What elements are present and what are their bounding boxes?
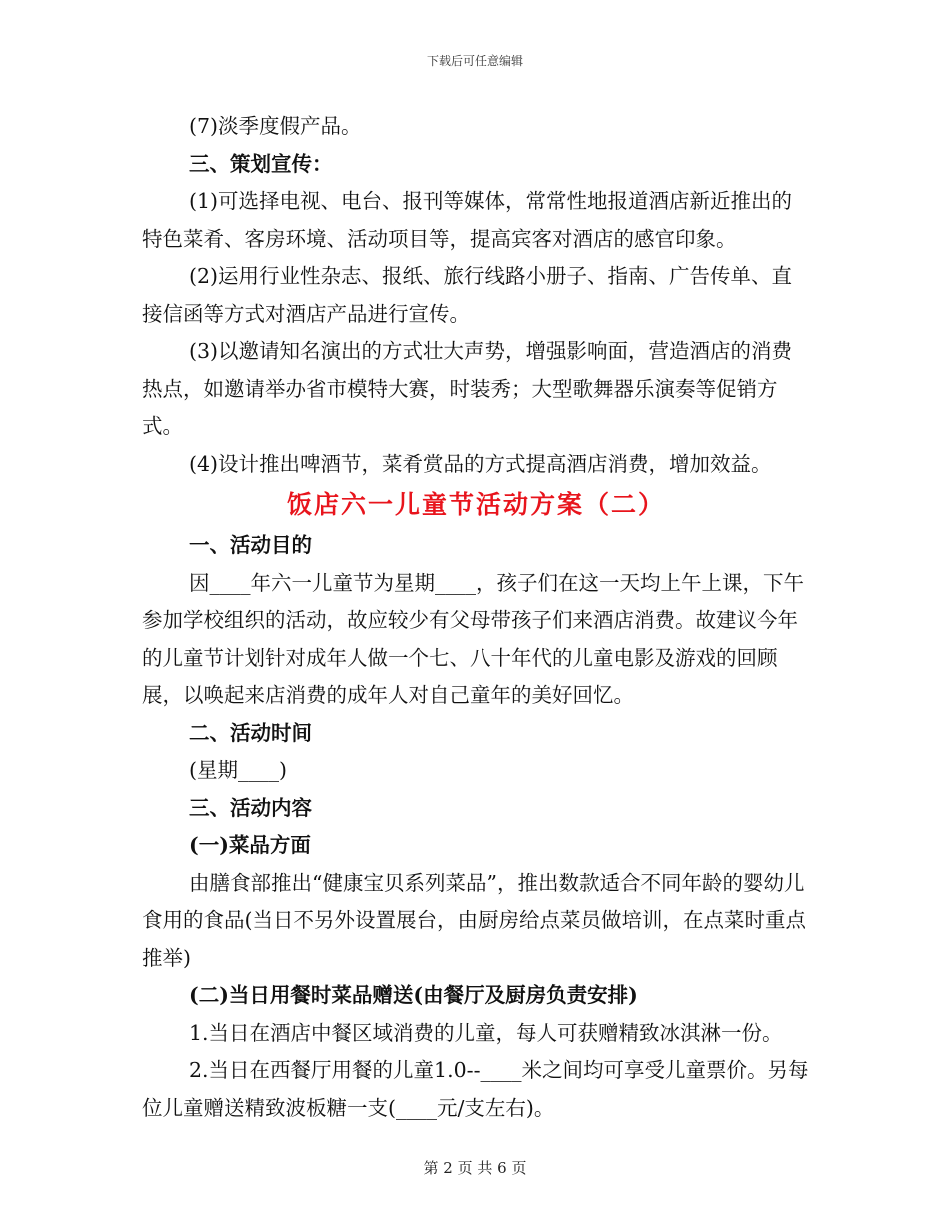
subheading-dishes: (一)菜品方面	[189, 833, 311, 857]
item-7: (7)淡季度假产品。	[189, 114, 362, 138]
activity-time-text: (星期____)	[189, 758, 287, 782]
page-header: 下载后可任意编辑	[426, 54, 523, 68]
document-title: 饭店六一儿童节活动方案（二）	[286, 490, 665, 519]
paragraph-4: (4)设计推出啤酒节，菜肴赏品的方式提高酒店消费，增加效益。	[189, 451, 772, 476]
subheading-gifts: (二)当日用餐时菜品赠送(由餐厅及厨房负责安排)	[189, 983, 638, 1007]
paragraph-1: (1)可选择电视、电台、报刊等媒体，常常性地报道酒店新近推出的特色菜肴、客房环境、活动项目等，提高宾客对酒店的感官印象。	[142, 189, 793, 251]
gift-item-1: 1.当日在酒店中餐区域消费的儿童，每人可获赠精致冰淇淋一份。	[189, 1020, 783, 1045]
paragraph-3: (3)以邀请知名演出的方式壮大声势，增强影响面，营造酒店的消费热点，如邀请举办省市模特大赛，时装秀；大型歌舞器乐演奏等促销方式。	[142, 339, 793, 438]
heading-activity-goal: 一、活动目的	[189, 533, 312, 557]
activity-goal-text: 因____年六一儿童节为星期____，孩子们在这一天均上午上课，下午参加学校组织的活动，故应较少有父母带孩子们来酒店消费。故建议今年的儿童节计划针对成年人做一个七、八十年代的儿童电影及游戏的回顾展，以唤起来店消费的成年人对自己童年的美好回忆。	[142, 570, 804, 707]
section-heading-promotion: 三、策划宣传：	[189, 151, 333, 176]
paragraph-2: (2)运用行业性杂志、报纸、旅行线路小册子、指南、广告传单、直接信函等方式对酒店产品进行宣传。	[142, 264, 793, 326]
dishes-text: 由膳食部推出“健康宝贝系列菜品”，推出数款适合不同年龄的婴幼儿食用的食品(当日不另外设置展台，由厨房给点菜员做培训，在点菜时重点推举)	[142, 870, 806, 970]
gift-item-2: 2.当日在西餐厅用餐的儿童1.0--____米之间均可享受儿童票价。另每位儿童赠送精致波板糖一支(____元/支左右)。	[142, 1058, 809, 1120]
document-body	[142, 108, 810, 1127]
heading-activity-content: 三、活动内容	[189, 795, 312, 820]
page-footer: 第 2 页 共 6 页	[423, 1159, 527, 1177]
heading-activity-time: 二、活动时间	[189, 720, 312, 745]
